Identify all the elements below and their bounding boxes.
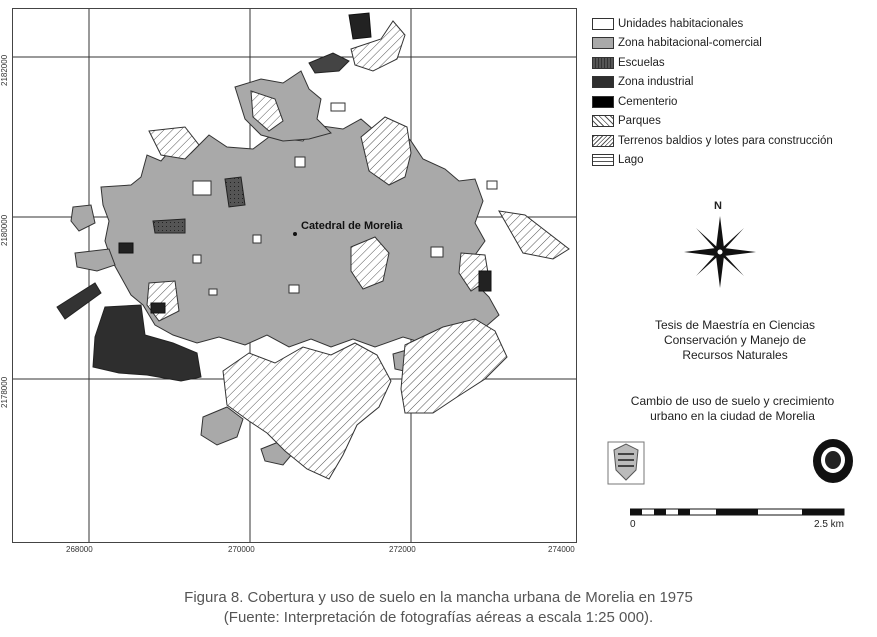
legend-label: Parques [618, 115, 661, 128]
y-tick-label: 2178000 [0, 376, 9, 408]
vacant-lots-east [499, 211, 569, 259]
figure-caption [0, 588, 877, 628]
x-tick-label: 270000 [228, 545, 255, 554]
north-arrow [680, 200, 760, 290]
legend-item [592, 53, 877, 73]
school-east [479, 271, 491, 291]
industrial-north [309, 53, 349, 73]
legend-item [592, 131, 877, 151]
cathedral-label: Catedral de Morelia [301, 220, 403, 232]
legend-item [592, 92, 877, 112]
vacant-lots-south [223, 343, 391, 479]
school-northwest [225, 177, 245, 207]
legend-item [592, 14, 877, 34]
legend-swatch [592, 96, 614, 108]
scale-bar [630, 506, 845, 536]
legend-item [592, 112, 877, 132]
urban-west-strip [75, 249, 115, 271]
thesis-line: Tesis de Maestría en Ciencias [654, 318, 816, 332]
compass-rose-icon [680, 212, 760, 292]
urban-north-lobe [235, 71, 331, 141]
legend-swatch [592, 57, 614, 69]
scale-end-label: 2.5 km [814, 519, 845, 530]
school-west [153, 219, 185, 233]
y-tick-label: 2180000 [0, 214, 9, 246]
scale-bar-graphic [630, 506, 845, 518]
institution-seal-icon [810, 436, 856, 486]
legend-swatch [592, 18, 614, 30]
legend-label: Cementerio [618, 95, 678, 108]
legend-label: Terrenos baldios y lotes para construcción [618, 134, 833, 147]
cemetery-north [349, 13, 371, 39]
caption-line: Figura 8. Cobertura y uso de suelo en la mancha urbana de Morelia en 1975 [184, 589, 693, 606]
industrial-strip-west [57, 283, 101, 319]
north-label: N [714, 200, 722, 212]
legend-item [592, 34, 877, 54]
legend-label: Escuelas [618, 56, 665, 69]
x-tick-label: 272000 [389, 545, 416, 554]
thesis-line: Recursos Naturales [682, 348, 788, 362]
legend-swatch [592, 115, 614, 127]
cathedral-marker [293, 232, 297, 236]
legend-label: Zona industrial [618, 76, 694, 89]
legend-swatch [592, 76, 614, 88]
legend-swatch [592, 135, 614, 147]
legend-label: Unidades habitacionales [618, 17, 744, 30]
y-tick-label: 2182000 [0, 54, 9, 86]
legend-swatch [592, 37, 614, 49]
legend-item [592, 73, 877, 93]
thesis-block [600, 318, 870, 363]
legend-item [592, 151, 877, 171]
thesis-line: Conservación y Manejo de [663, 333, 807, 347]
urban-south-patches [201, 407, 243, 445]
land-use-map [12, 8, 577, 543]
legend-label: Zona habitacional-comercial [618, 37, 762, 50]
subtitle-line: Cambio de uso de suelo y crecimiento [630, 394, 835, 408]
scale-start-label: 0 [630, 519, 636, 530]
unam-seal-icon [606, 440, 646, 486]
map-subtitle [590, 394, 875, 424]
map-legend [592, 14, 877, 170]
x-tick-label: 274000 [548, 545, 575, 554]
subtitle-line: urbano en la ciudad de Morelia [650, 409, 815, 423]
legend-label: Lago [618, 154, 644, 167]
map-canvas [13, 9, 577, 543]
x-tick-label: 268000 [66, 545, 93, 554]
caption-line: (Fuente: Interpretación de fotografías aéreas a escala 1:25 000). [223, 609, 654, 626]
legend-swatch [592, 154, 614, 166]
